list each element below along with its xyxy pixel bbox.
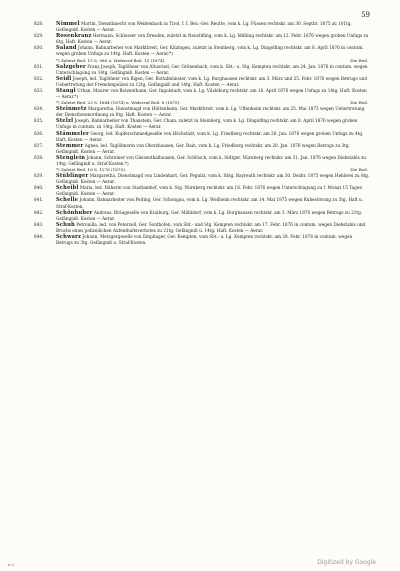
entry-text: Margaretha, Dienstmagd von Lindenhart, Ger. Pegnitz, vom k. Sbtg. Bayreuth rechtskr. am 30. Dezbr. 1875 wegen Hehlerei zu 8tg. Gefängniß. Kosten — Aerar.: [56, 173, 370, 185]
entry-text: Johann, Metzgergeselle von Emplinger, Ger. Kempten, vom Sbt.- u. Lg. Kempten rechtskr. am 28. Febr. 1876 in contum. wegen Betrugs zu 3tg. Gefängniß u. Straf-Kosten.: [56, 234, 353, 246]
entry-text: Martin, Dienstknecht von Weißenbach in Tirol, f. f. Bez.-Ger. Reutte, vom k. Lg. Füssen rechtskr. am 30. Septbr. 1875 zu 101tg. Gefängniß. Kosten — Aerar.: [56, 21, 352, 33]
register-entry: [34, 21, 370, 33]
entry-surname: Schwarz: [56, 234, 82, 240]
register-entry: [34, 45, 370, 57]
register-entry: [34, 234, 370, 246]
entry-surname: Stüblinger: [56, 173, 89, 180]
entry-number: 829.: [34, 33, 44, 39]
entry-number: 836.: [34, 130, 44, 136]
entry-number: 844.: [34, 234, 44, 239]
entry-number: 835.: [34, 118, 44, 124]
register-entry: [34, 185, 370, 197]
entry-number: 839.: [34, 173, 44, 179]
digitized-watermark: Digitized by Google: [317, 559, 376, 566]
entry-number: 833.: [34, 87, 44, 93]
entry-number: 830.: [34, 45, 44, 51]
register-entry: [34, 210, 370, 222]
entry-surname: Stelzl: [56, 118, 74, 125]
entry-text: Joseph, led. Taglöhner von Rigen, Ger. Rottalmünster, vom k. Lg. Burghausen rechtskr. am 3. März und 25. Febr. 1876 wegen Betrugs und Uebertretung der Fremdenpolizei zu 12tg. Gefängniß und 14tg. Haft. Kosten — Aerar.: [56, 75, 368, 87]
page-number: 59: [361, 11, 370, 19]
register-entry: [34, 131, 370, 143]
entry-text: Maria, led. Näherin von Stadtamhof, vom k. Stg. Nürnberg rechtskr. am 18. Febr. 1876 wegen Unterschlagung zu 1 Monat 15 Tagen Gefängniß. Kosten — Aerar.: [56, 185, 363, 197]
register-entry: [34, 155, 370, 167]
entry-text: Hermann, Schlosser von Dresden, zuletzt in Neustifling, vom k. Lg. Mißling rechtskr. am 12. Febr. 1876 wegen groben Unfugs zu 6tg. Haft. Kosten — Aerar.: [56, 33, 369, 45]
entry-text: Johann, Bahnarbeiter von Marktbreit, Ger. Kitzingen, zuletzt in Steinberg, vom k. Lg. Dingolfing rechtskr. am 8. April 1876 in contum. wegen groben Unfugs zu 14tg. Haft. Kosten — Aerar.*): [56, 45, 364, 57]
footnote-signature: Die Red.: [350, 57, 368, 63]
entry-surname: Stenglein: [56, 154, 86, 161]
entry-surname: Stämmeler: [56, 130, 90, 137]
register-entry: [34, 76, 370, 88]
register-entry: [34, 33, 370, 45]
entry-number: 842.: [34, 209, 44, 215]
entry-surname: Rosenkranz: [56, 33, 92, 40]
entry-list: [34, 21, 370, 246]
entry-number: 840.: [34, 185, 44, 191]
entry-surname: Stangl: [56, 87, 76, 94]
footnote-text: *) Zuletzt Beil. 16 S. 1278 (1875).: [56, 167, 126, 173]
entry-text: Joseph, Bahnarbeiter von Thanstein, Ger. Cham, zuletzt in Steinberg, vom k. Lg. Dingolfing rechtskr. am 8. April 1876 wegen groben Unfugs in contum. zu 14tg. Haft. Kosten — Aerar.: [56, 118, 358, 130]
entry-surname: Saland: [56, 45, 77, 52]
register-entry: [34, 64, 370, 76]
entry-surname: Seidl: [56, 75, 72, 82]
entry-number: 831.: [34, 63, 44, 69]
register-entry: [34, 143, 370, 155]
entry-surname: Nimmel: [56, 21, 80, 27]
entry-text: Margaretha, Dienstmagd von Hüttenheim, Ger. Marktbreit, vom k. Lg. Uffenheim rechtskr. am 25. Mai 1875 wegen Uebertretung der Dienstbotenordnung zu 6tg. Haft. Kosten — Aerar.: [56, 106, 365, 118]
register-entry: [34, 173, 370, 185]
entry-text: Urban, Maurer von Rotzenthann, Ger. Ingolstadt, vom k. Lg. Vilsbiburg rechtskr. am 18. April 1876 wegen Unfugs zu 14tg. Haft. Kosten — Aerar.*): [56, 87, 367, 100]
footnote-text: *) Zuletzt Beil. 15 S. 986 u. Widerruf Beil. 15 (1874).: [56, 57, 166, 63]
entry-number: 838.: [34, 154, 44, 160]
register-entry: [34, 118, 370, 130]
entry-number: 832.: [34, 75, 44, 81]
register-entry: [34, 106, 370, 118]
entry-text: Johann, Schreiner von Gleisenthalhausen, Ger. Schlüsch, vom k. Stdtger. Nürnberg rechtskr. am 31. Jan. 1876 wegen Diebstahls zu 14tg. Gefängniß u. Straf-Kosten.*): [56, 154, 367, 166]
entry-number: 841.: [34, 197, 44, 203]
register-entry: [34, 197, 370, 209]
entry-text: Johann, Bahnarbeiter von Peiting, Ger. Schongau, vom k. Lg. Weilheim rechtskr. am 14. Mai 1875 wegen Ruhestörung zu 3tg. Haft u. Straf-Kosten.: [56, 197, 364, 209]
entry-surname: Stemmer: [56, 142, 84, 149]
entry-number: 843.: [34, 221, 44, 227]
footer-left: n-2: [8, 563, 14, 567]
entry-number: 837.: [34, 142, 44, 148]
entry-text: Andreas, Bräugeselle von Kraiburg, Ger. Mühldorf, vom k. Lg. Burghausen rechtskr. am 3. März 1876 wegen Betrugs zu 21tg. Gefängniß. Kosten — Aerar.: [56, 209, 363, 221]
footnote-signature: Die Red.: [350, 100, 368, 106]
entry-surname: Salzgeber: [56, 63, 86, 70]
entry-number: 828.: [34, 21, 44, 26]
entry-text: Agnes, led. Taglöhnerin von Oberzhausen, Ger. Rain, vom k. Lg. Friedberg rechtskr. am 20. Jan. 1876 wegen Betrugs zu 3tg. Gefängniß. Kosten — Aerar.: [56, 142, 350, 154]
register-entry: [34, 222, 370, 234]
footnote-text: *) Zuletzt Beil. 23 S. 1884 (1874) u. Widerruf Beil. 6 (1875).: [56, 100, 181, 106]
entry-surname: Scheibl: [56, 185, 79, 192]
entry-surname: Steinmetz: [56, 106, 87, 113]
entry-number: 834.: [34, 106, 44, 112]
entry-text: Franz Joseph, Taglöhner von Altusried, Ger. Grönenbach, vom k. Sbt.- u. Stg. Kempten rechtskr. am 24. Jan. 1876 in contum. wegen Unterschlagung zu 14tg. Gefängniß. Kosten — Aerar.: [56, 63, 368, 75]
entry-surname: Schönhuber: [56, 209, 93, 216]
entry-surname: Schelle: [56, 197, 79, 204]
entry-text: Petronilla, led. von Peterzell, Ger. Sonthofen, vom Sbt.- und Stg. Kempten rechtskr. am 17. Febr. 1876 in contum. wegen Diebstahls und Bruchs eines polizeilichen Aufenthaltsverbotes zu 21tg. Gefängniß u. 14tg. Haft. Kosten — Aerar.: [56, 221, 366, 233]
entry-surname: Schuh: [56, 221, 75, 228]
footnote-signature: Die Red.: [350, 167, 368, 173]
register-entry: [34, 88, 370, 100]
entry-text: Georg, led. Kupferschmiedgeselle von Höchstädt, vom k. Lg. Friedberg rechtskr. am 26. Jan. 1876 wegen groben Unfugs zu 4tg. Haft. Kosten — Aerar.: [56, 130, 364, 142]
